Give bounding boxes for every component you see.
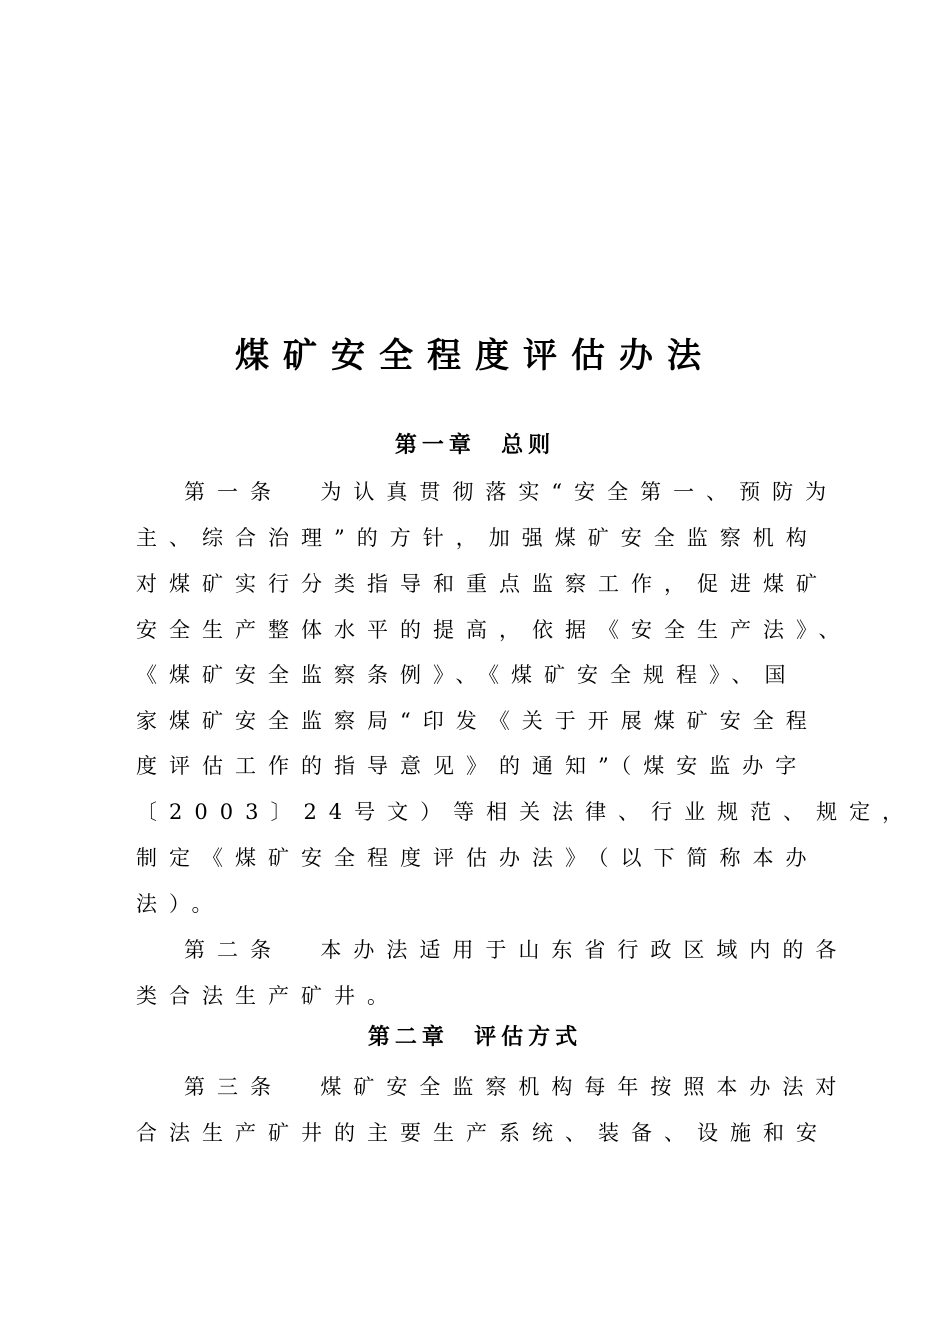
document-title: 煤矿安全程度评估办法 [235, 336, 715, 376]
article-2-line: 类合法生产矿井。 [136, 984, 400, 1008]
chapter-1-heading: 第一章 总则 [394, 432, 556, 458]
article-1-line: 制定《煤矿安全程度评估办法》（以下简称本办 [136, 846, 819, 870]
article-1-line: 《煤矿安全监察条例》、《煤矿安全规程》、国 [136, 663, 798, 687]
article-1-line: 对煤矿实行分类指导和重点监察工作，促进煤矿 [136, 572, 829, 596]
article-1-line: 第一条 为认真贯彻落实“安全第一、预防为 [184, 480, 839, 504]
article-2-line: 第二条 本办法适用于山东省行政区域内的各 [184, 938, 849, 962]
article-3-line: 合法生产矿井的主要生产系统、装备、设施和安 [136, 1121, 829, 1145]
article-1-line: 主、综合治理”的方针，加强煤矿安全监察机构 [136, 526, 819, 550]
article-3-line: 第三条 煤矿安全监察机构每年按照本办法对 [184, 1075, 849, 1099]
article-1-line: 家煤矿安全监察局“印发《关于开展煤矿安全程 [136, 709, 819, 733]
article-1-line: 法）。 [136, 892, 225, 916]
chapter-2-heading: 第二章 评估方式 [367, 1024, 583, 1050]
article-1-line: 〔2003〕24号文）等相关法律、行业规范、规定， [136, 800, 916, 824]
article-1-line: 度评估工作的指导意见》的通知”（煤安监办字 [136, 754, 809, 778]
article-1-line: 安全生产整体水平的提高，依据《安全生产法》、 [136, 618, 852, 642]
